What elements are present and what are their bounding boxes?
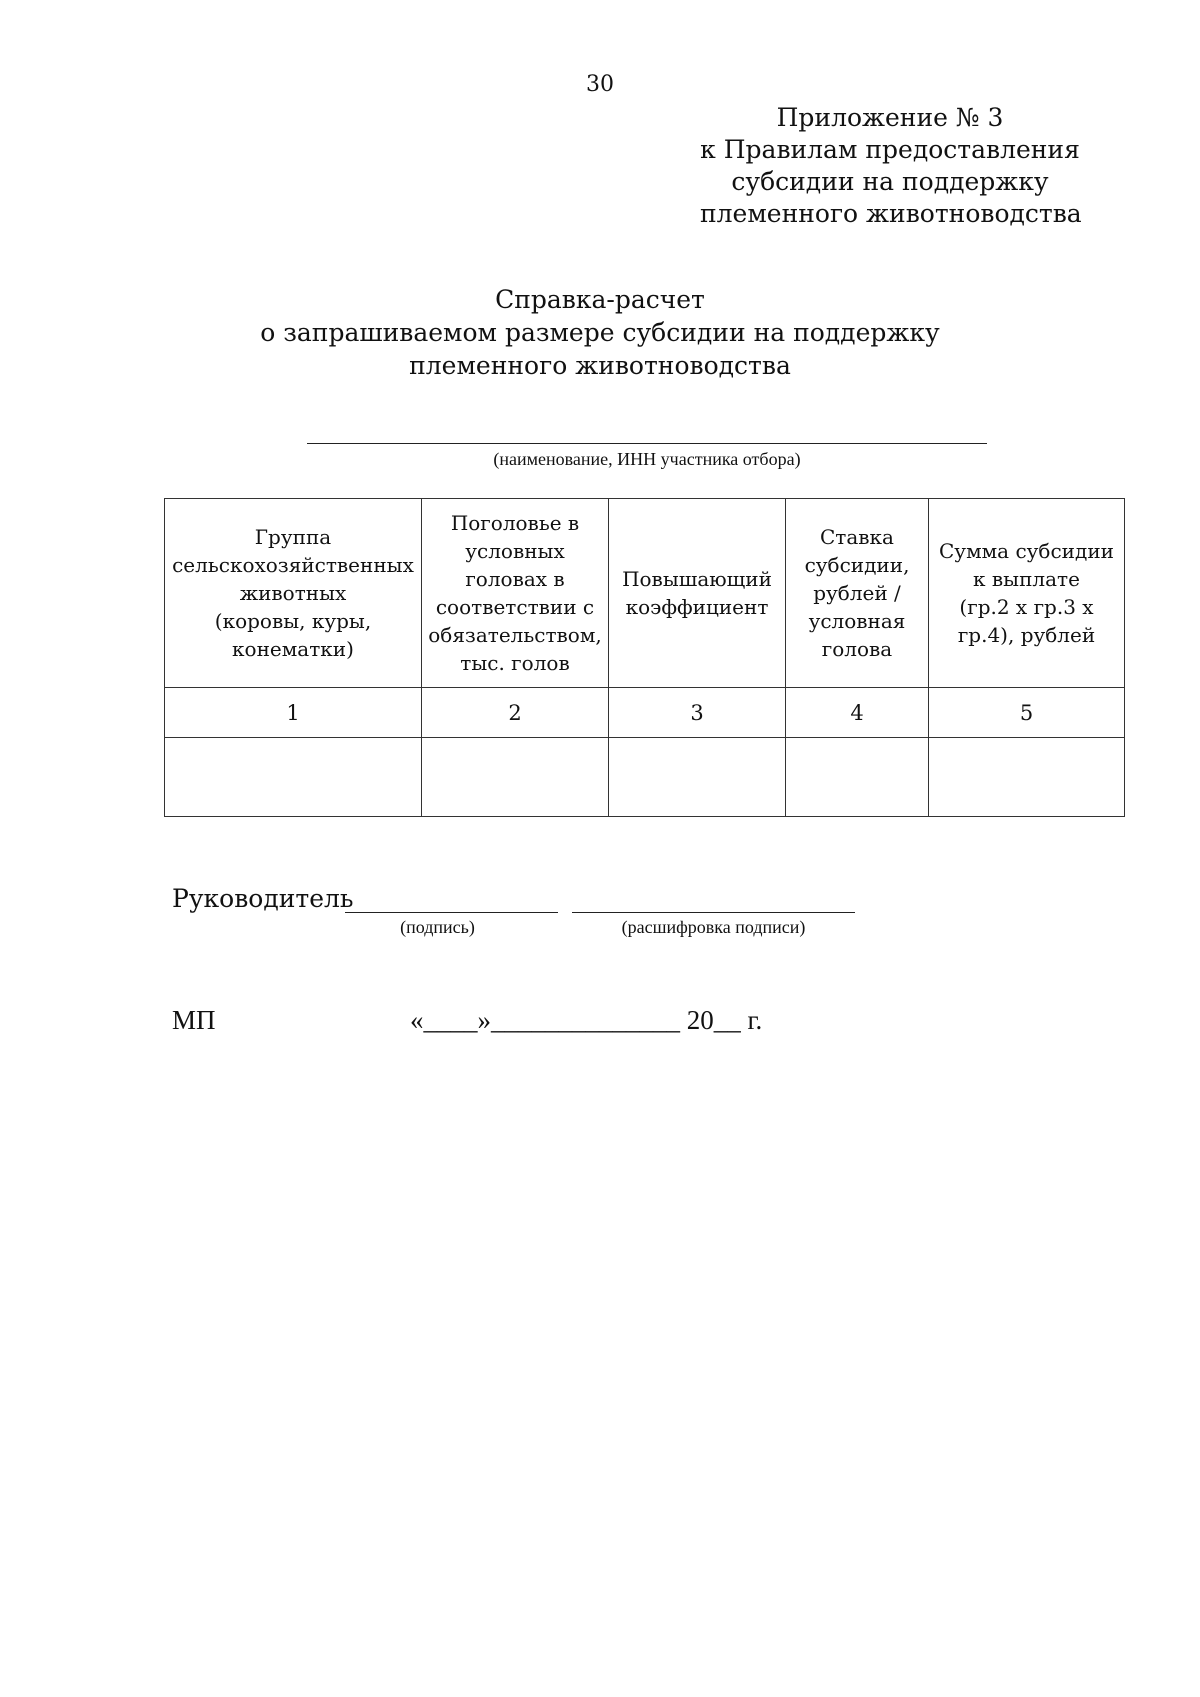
column-number: 3 <box>609 688 786 738</box>
data-cell-livestock-count[interactable] <box>422 738 609 817</box>
signature-field[interactable] <box>345 912 558 913</box>
stamp-place-label: МП <box>172 1005 216 1035</box>
header-multiplier: Повышающий коэффициент <box>609 499 786 688</box>
org-name-field[interactable] <box>307 443 987 444</box>
header-animal-group: Группа сельскохозяйственных животных (коровы, куры, конематки) <box>165 499 422 688</box>
header-livestock-count: Поголовье в условных головах в соответствии с обязательством, тыс. голов <box>422 499 609 688</box>
column-number: 1 <box>165 688 422 738</box>
head-signature-label: Руководитель <box>172 884 354 913</box>
date-field[interactable]: «____»______________ 20__ г. <box>410 1005 763 1035</box>
column-number: 2 <box>422 688 609 738</box>
page-number: 30 <box>586 72 614 97</box>
title-line: племенного животноводства <box>409 351 791 380</box>
data-cell-animal-group[interactable] <box>165 738 422 817</box>
column-number: 5 <box>929 688 1125 738</box>
title-line: Справка-расчет <box>495 285 705 314</box>
appendix-line: к Правилам предоставления <box>700 135 1080 164</box>
table-row <box>165 738 1125 817</box>
appendix-line: племенного животноводства <box>700 199 1082 228</box>
appendix-reference <box>700 102 1080 230</box>
document-title <box>0 283 1200 382</box>
signature-decoding-field[interactable] <box>572 912 855 913</box>
data-cell-subsidy-amount[interactable] <box>929 738 1125 817</box>
appendix-line: Приложение № 3 <box>776 103 1004 132</box>
signature-decoding-caption: (расшифровка подписи) <box>621 917 806 937</box>
data-cell-subsidy-rate[interactable] <box>786 738 929 817</box>
data-cell-multiplier[interactable] <box>609 738 786 817</box>
subsidy-calculation-table <box>164 498 1125 817</box>
table-header-row <box>165 499 1125 688</box>
column-number-row <box>165 688 1125 738</box>
appendix-line: субсидии на поддержку <box>731 167 1049 196</box>
header-subsidy-amount: Сумма субсидии к выплате (гр.2 х гр.3 х гр.4), рублей <box>929 499 1125 688</box>
org-name-caption: (наименование, ИНН участника отбора) <box>493 449 801 469</box>
header-subsidy-rate: Ставка субсидии, рублей / условная голова <box>786 499 929 688</box>
signature-caption: (подпись) <box>400 917 475 937</box>
title-line: о запрашиваемом размере субсидии на поддержку <box>260 318 940 347</box>
column-number: 4 <box>786 688 929 738</box>
